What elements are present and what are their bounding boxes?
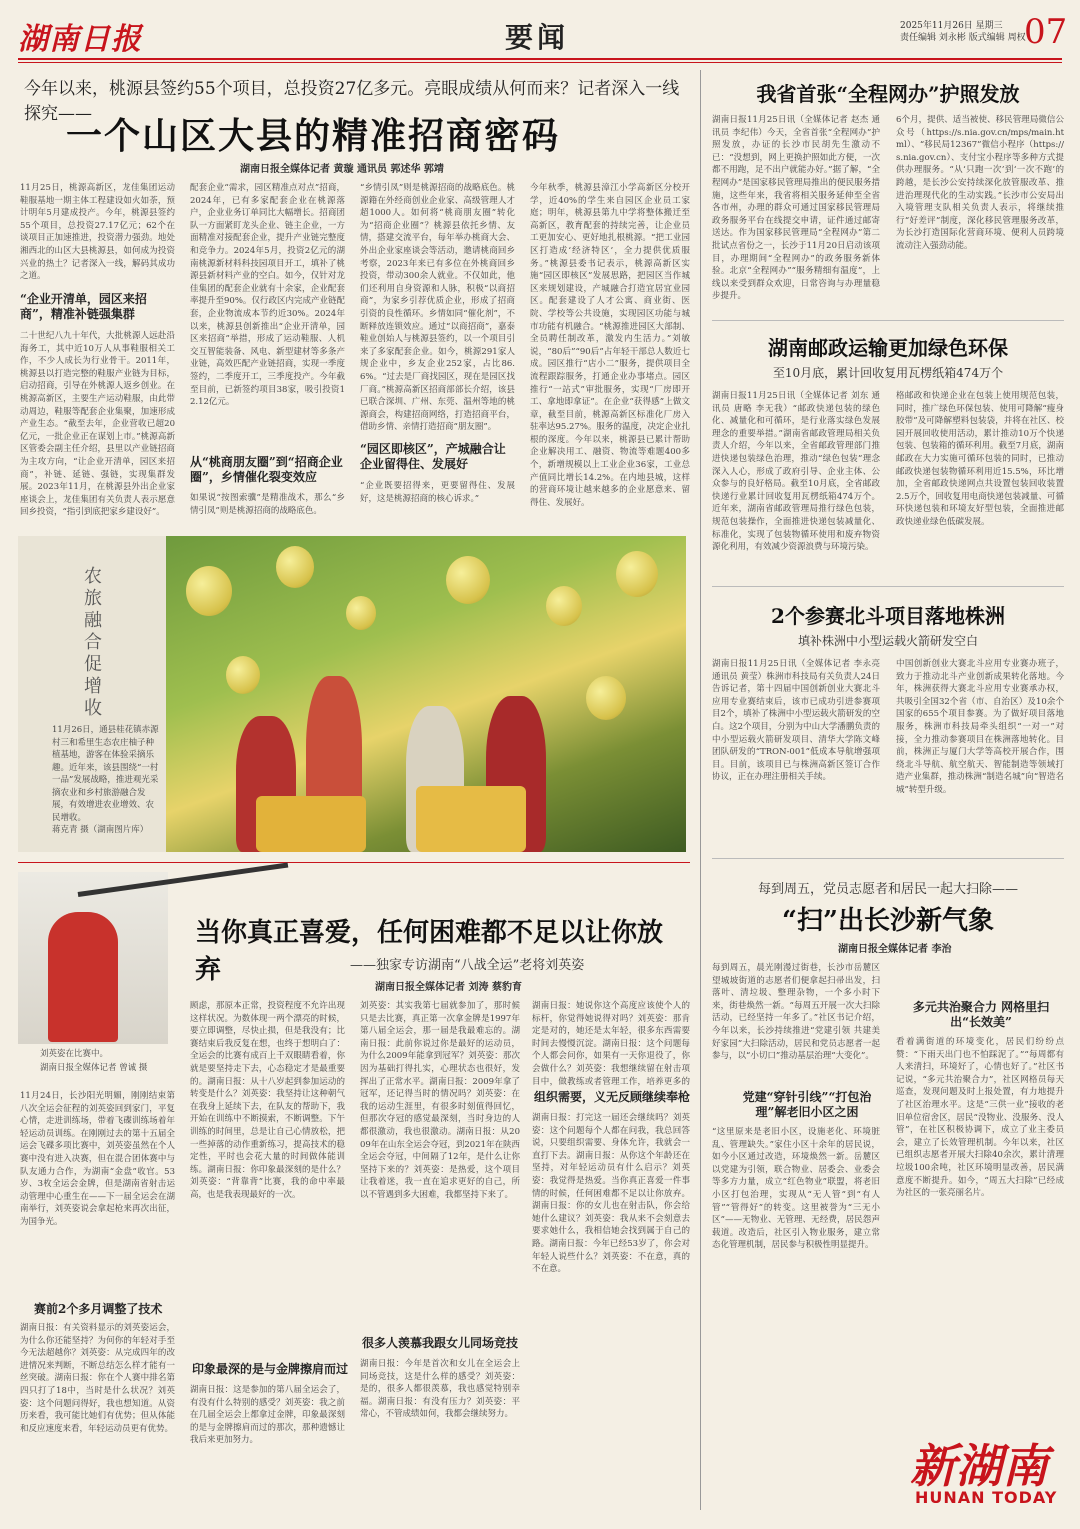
interview-col3: 刘英姿：其实我第七届就参加了，那时候只是去比赛，真正第一次拿金牌是1997年第八届全运会，那一届是我最难忘的。湖南日报：此前你说过你是最好的运动员，为什么2009年能拿到冠军？刘英姿：那次因为基础打得扎实，心理状态也很好，发挥出了正常水平。湖南日报：2009年拿了冠军，还记得当时的情况吗？刘英姿：在我的运动生涯里，有很多时刻值得回忆，但那次夺冠的感觉最深刻，当时身边的人都很激动，我也很激动。湖南日报：从2009年在山东全运会夺冠，到2021年在陕西全运会夺冠，中间隔了12年，是什么让你坚持下来的？刘英姿：是热爱，这个项目让我着迷，我一直在追求更好的自己，所以不管遇到多大困难，我都坚持下来了。	[360, 1001, 520, 1200]
interview-qa-head-4: 组织需要，义无反顾继续奉枪	[534, 1090, 691, 1104]
r2-subhead: 至10月底，累计回收复用瓦楞纸箱474万个	[772, 366, 1004, 380]
photo-credit: 蒋克青 摄（湖南图片库）	[52, 825, 149, 835]
interview-col4b: 湖南日报：打完这一届还会继续吗？刘英姿：这个问题每个人都在问我，我总回答说，只要组织需要、身体允许，我就会一直打下去。湖南日报：从你这个年龄还在坚持，对年轻运动员有什么启示？刘英姿：我觉得是热爱。当你真正喜爱一件事情的时候，任何困难都不足以让你放弃。湖南日报：你的女儿也在射击队，你会给她什么建议？刘英姿：我从来不会刻意去要求她什么，我相信她会找到属于自己的路。湖南日报：今年已经53岁了，你会对年轻人说些什么？刘英姿：不在意，真的不在意。	[532, 1113, 690, 1275]
interview-qa-head-2: 印象最深的是与金牌擦肩而过	[192, 1362, 349, 1376]
interview-qa-head-1: 赛前2个多月调整了技术	[34, 1302, 163, 1316]
lead-col4: 今年秋季，桃源县漳江小学高新区分校开学，近40%的学生来自园区企业员工家庭；明年，桃源县第九中学将整体搬迁至高新区，教育配套的持续完善，让企业员工更加安心、更好地扎根桃源。“把工业园区打造成‘经济特区’，全力提供优质服务。”桃源县委书记表示，桃源高新区实施“园区即核区”发展思路，把园区当作城区来规划建设，产城融合打造宜居宜业园区。配套建设了人才公寓、商业街、医院、学校等公共设施，实现园区功能与城市功能有机融合。“桃源推进园区大部制、全员聘任制改革，激发内生活力。”刘敏说，“80后”“90后”占年轻干部总人数近七成。园区推行“店小二”服务，提供项目全流程跟踪服务，打通企业办事堵点。园区推行“一站式”审批服务，实现“厂房即开工、拿地即拿证”。在企业“获得感”上做文章，截至目前，桃源高新区标准化厂房入驻率达95.27%。服务的温度，决定企业扎根的深度。今年以来，桃源县已累计帮助企业解决用工、融资、物流等难题400多个，新增规模以上工业企业36家，工业总产值同比增长14.2%。在内地县城，这样的营商环境让越来越多的企业愿意来、留得住、发展好。	[530, 183, 690, 508]
r1-divider	[712, 320, 1064, 321]
lead-col1: 11月25日，桃源高新区，龙佳集团运动鞋服基地一期主体工程建设如火如荼，预计明年5月建成投产。今年，桃源县签约55个项目，总投资27.17亿元；62个在谈项目正加速推进，投资潜力强劲。地处湘西北的山区大县桃源县，如何成为投资兴业的热土？记者深入一线，解码其成功之道。	[20, 183, 175, 282]
r3-headline: 2个参赛北斗项目落地株洲	[771, 604, 1005, 628]
interview-col1b: 湖南日报：有关资料显示的刘英姿运会，为什么你还能坚持？为何你的年轻对手至今无法超越你？刘英姿：从完成四年的改进情况来判断，不断总结怎么样才能有一丝突破。湖南日报：你在个人赛中排名第四只打了18中，当时是什么状况？刘英姿：这个问题问得好，我也想知道。从资历来看，我可能比她们有优势；但从体能和反应速度来看，年轻运动员更有优势。	[20, 1323, 175, 1434]
r4-headline: “扫”出长沙新气象	[782, 906, 994, 936]
lead-col2: 配套企业“需求，园区精准点对点”招商，2024年，已有多家配套企业在桃源落户，企业业务订单同比大幅增长。招商团队一方面紧盯龙头企业、链主企业，一方面精准对接配套企业，提升产业链完整度和竞争力。2024年5月，投资2亿元的湖南桃源新材料科技园项目开工，填补了桃源县新材料产业的空白。如今，仅针对龙佳集团的配套企业就有十余家，企业配套率提升至90%。仅行政区内完成产业链配套，企业物流成本节约近30%。2024年以来，桃源县创新推出“企业开清单，园区来招商”举措，形成了运动鞋服、人机交互智能装备、风电、新型建材等多条产业链，高效匹配产业链招商，实现一季度签约，二季度开工，三季度投产。今年截至目前，已新签约项目38家，吸引投资12.12亿元。	[190, 183, 345, 408]
interview-subhead: ——独家专访湖南“八战全运”老将刘英姿	[350, 958, 585, 973]
page-number: 07	[1024, 12, 1068, 52]
interview-col4: 湖南日报：她说你这个高度应该使个人的标杆，你觉得她说得对吗？刘英姿：那肯定是对的，她还是太年轻，很多东西需要时间去慢慢沉淀。湖南日报：这个问题每个人都会问你，如果有一天你退役了，你会做什么？刘英姿：我想继续留在射击项目中，做教练或者管理工作，培养更多的	[532, 1001, 690, 1086]
r4-byline: 湖南日报全媒体记者 李治	[838, 944, 952, 955]
shooter-photo-credit: 湖南日报全媒体记者 曾诚 摄	[40, 1063, 148, 1073]
hunan-today-watermark: 新湖南	[910, 1439, 1048, 1493]
dateline	[900, 20, 1030, 44]
r1-headline: 我省首张“全程网办”护照发放	[756, 82, 1020, 106]
lead-subhead-3: “园区即核区”，产城融合让企业留得住、发展好	[360, 442, 506, 471]
photo-caption-text: 11月26日，通县桂花镇赤源村三和希里生态农庄柚子种植基地，游客在体验采摘乐趣。近年来，该县围绕“一村一品”发展战略，推进观光采摘农业和乡村旅游融合发展，有效增进农业增效、农民增收。	[52, 725, 159, 823]
masthead-logo: 湖南日报	[18, 22, 142, 57]
lead-byline: 湖南日报全媒体记者 黄璇 通讯员 郭述华 郭靖	[240, 164, 444, 175]
r3-col2: 中国创新创业大赛北斗应用专业赛办班子，致力于推动北斗产业创新成果转化落地。今年，株洲获得大赛北斗应用专业赛承办权，共吸引全国32个省（市、自治区）及10余个国家的655个项目参赛。为了做好项目落地服务，株洲市科技局牵头组织“一对一”对接，全力推动参赛项目在株洲落地转化。目前，株洲正与厦门大学等高校开展合作，围绕北斗导航、航空航天、智能制造等领域打造产业集群，推动株洲“制造名城”向“智造名城”转型升级。	[896, 659, 1064, 795]
shooter-photo	[18, 872, 168, 1044]
lead-col3b: “企业既要招得来，更要留得住、发展好，这是桃源招商的核心诉求。”	[360, 481, 515, 504]
lead-col1b: 二十世纪八九十年代，大批桃源人远赴沿海务工，其中近10万人从事鞋服相关工作，不少人成长为行业骨干。2011年，桃源县以打造完整的鞋服产业链为目标，启动招商，引导在外桃源人返乡创业。在桃源高新区，主要生产运动鞋服，由此带动周边，鞋服等配套企业集聚，加速形成产业生态。“截至去年，企业营收已超20亿元，一批企业正在谋划上市。”桃源高新区管委会副主任介绍，县里以产业链招商为主攻方向，“让企业开清单，园区来招商”，补链、延链、强链，实现集群发展。2023年11月，在桃源县外出企业家座谈会上，龙佳集团有关负责人表示愿意回乡投资，“指引到底把家乡建设好”。	[20, 331, 175, 518]
section-title: 要闻	[505, 21, 570, 54]
pomelo-orchard-photo	[166, 536, 686, 852]
r2-col1: 湖南日报11月25日讯（全媒体记者 刘东 通讯员 唐略 李无我）“邮政快递包装的绿色化、减量化和可循环，是行业落实绿色发展理念的重要举措。”湖南省邮政管理局相关负责人介绍，今年以来，全省邮政管理部门推进快递包装绿色治理，推动“绿色包装”理念深入人心，形成了政府引导、企业主体、公众参与的良好格局。截至10月底，全省邮政快递行业累计回收复用瓦楞纸箱474万个。近年来，湖南省邮政管理局推行绿色包装，规范包装操作，全面推进快递包装减量化、标准化，实现了包装物循环使用和废弃物资源化利用，有效减少资源浪费与环境污染。	[712, 391, 880, 553]
lead-subhead-1: “企业开清单，园区来招商”，精准补链强集群	[20, 292, 147, 321]
r4-col1: 每到周五，晨光刚漫过街巷，长沙市岳麓区望城坡街道的志愿者们便拿起扫帚出发，扫落叶、清垃圾、整理杂物，一个多小时下来，街巷焕然一新。“每周五开展一次大扫除活动，已经坚持一年多了。”社区书记介绍，今年以来，长沙持续推进“党建引领 共建美好家园”大扫除活动，居民和党员志愿者一起参与，以“小切口”推动基层治理“大变化”。	[712, 963, 880, 1062]
photo-vertical-title: 农旅融合促增收	[81, 566, 102, 720]
editors-text: 责任编辑 刘永彬 版式编辑 周权	[900, 33, 1026, 43]
lead-col3: “乡情引凤”则是桃源招商的战略底色。桃源籍在外经商创业企业家、高级管理人才超1000人。如何将“桃商朋友圈”转化为“招商企业圈”？桃源县依托乡情、友情，搭建交流平台，每年举办桃商大会、外出企业家座谈会等活动，邀请桃商回乡考察，2023年来已有多位在外桃商回乡投资，带动300余人就业。不仅如此，他们还利用自身资源和人脉，积极“以商招商”，为家乡引荐优质企业，形成了招商引资的良性循环。乡情如同“催化剂”，不断释放连锁效应。通过“以商招商”，嘉泰鞋业创始人与桃源县签约，以一个项目引来了多家配套企业。如今，桃源291家人规企业中，乡友企业252家，占比86.6%。“过去是厂商找园区，现在是园区找厂商。”桃源高新区招商部部长介绍，该县已联合深圳、广州、东莞、温州等地的桃源商会，构建招商网络，打造招商平台，借助乡情、亲情打造招商“朋友圈”。	[360, 183, 515, 433]
r2-col2: 格邮政和快递企业在包装上使用规范包装，同时，推广绿色环保包装、使用可降解“瘦身胶带”及可降解塑料包装袋，并将在社区、校园开展回收使用活动，累计推动10万个快递包装、包装箱的循环利用。截至7月底，湖南邮政在大力实施可循环包装的同时，已推动邮政快递包装物循环利用近15.5%，环比增加，全省邮政快递网点共设置包装回收装置2.5万个，回收复用电商快递包装减量、可循环快递包装和环境友好型包装，全面推进邮政快递业绿色低碳发展。	[896, 391, 1064, 527]
photo-caption	[52, 724, 160, 837]
top-rule	[18, 58, 1062, 60]
r3-divider	[712, 858, 1064, 859]
interview-qa-head-3: 很多人羡慕我跟女儿同场竞技	[362, 1336, 519, 1350]
r4-subhead-2: 多元共治聚合力 网格里扫出“长效美”	[912, 1000, 1050, 1029]
r2-divider	[712, 586, 1064, 587]
r4-col2: 看着满街道的环境变化，居民们纷纷点赞：“下雨天出门也不怕踩泥了。”“每周都有人来清扫，环境好了，心情也好了。”社区书记说，“多元共治聚合力”，社区网格员每天巡查，发现问题及时上报处置，有力地提升了社区治理水平。这是“三供一业”接收的老旧单位宿舍区，居民“没物业、没服务、没人管”，在社区积极协调下，成立了业主委员会，建立了长效管理机制。今年以来，社区已组织志愿者开展大扫除40余次，累计清理垃圾100余吨，社区环境明显改善，居民满意度不断提升。如今，“周五大扫除”已经成为社区的一张亮丽名片。	[896, 1037, 1064, 1199]
lead-headline: 一个山区大县的精准招商密码	[66, 115, 561, 157]
hunan-today-watermark-en: HUNAN TODAY	[915, 1488, 1058, 1507]
r1-col2: 6个月，提供、适当被使、移民管理局微信公众号（https://s.nia.gov.cn/mps/main.html）、“移民局12367”微信小程序（https://s.nia.gov.cn）、支付宝小程序等多种方式提供办理服务。“从‘只跑一次’到‘一次不跑’的跨越，是长沙公安持续深化放管服改革、推进治理现代化的生动实践。”长沙市公安局出入境管理支队相关负责人表示，将继续推行“好差评”制度，深化移民管理服务改革，为长沙打造国际化营商环境、便利人员跨境流动注入强劲动能。	[896, 115, 1064, 251]
interview-col3b: 湖南日报：今年是首次和女儿在全运会上同场竞技，这是什么样的感受？刘英姿：是的，很多人都很羡慕，我也感觉特别幸福。湖南日报：有没有压力？刘英姿：平常心，不管成绩如何，我都会继续努力。	[360, 1359, 520, 1420]
lead-kicker: 今年以来，桃源县签约55个项目，总投资27亿多元。亮眼成绩从何而来？记者深入一线探究——	[24, 79, 680, 124]
r1-col1: 湖南日报11月25日讯（全媒体记者 赵杰 通讯员 李纪伟）今天，全省首张“全程网办”护照发放，办证的长沙市民胡先生激动不已：“没想到，网上更换护照如此方便，一次都不用跑，足不出户就能办好。”据了解，“全程网办”是国家移民管理局推出的便民服务措施，这些年来，我省将相关服务延伸至全省各市州，办理的群众可通过国家移民管理局政务服务平台在线提交申请，证件通过邮寄送达。作为国家移民管理局“全程网办”第二批试点省份之一，长沙于11月20日启动该项目，办理期间“全程网办”的政务服务新体验。北京“全程网办”“服务精细有温度”，上线以来受到群众欢迎，日常咨询与办理量稳步提升。	[712, 115, 880, 302]
lead-subhead-2: 从“桃商朋友圈”到“招商企业圈”，乡情催化裂变效应	[190, 455, 343, 484]
interview-col2b: 湖南日报：这是参加的第八届全运会了，有没有什么特别的感受？刘英姿：我之前在几届全运会上都拿过金牌，印象最深刻的是与金牌擦肩而过的那次，那种遗憾让我后来更加努力。	[190, 1385, 345, 1446]
shooter-photo-caption: 刘英姿在比赛中。	[40, 1049, 109, 1059]
r3-subhead: 填补株洲中小型运载火箭研发空白	[797, 634, 978, 648]
top-rule-thin	[18, 62, 1062, 63]
r4-col2-intro	[896, 962, 1064, 998]
r4-kicker: 每到周五，党员志愿者和居民一起大扫除——	[757, 882, 1018, 897]
r4-col1b: “这里原来是老旧小区，设施老化、环境脏乱、管理缺失。”家住小区十余年的居民说，如今小区通过改造，环境焕然一新。岳麓区以党建为引领，联合物业、居委会、业委会等多方力量，成立“红色物业”联盟，将老旧小区打包治理，实现从“无人管”到“有人管”“管得好”的转变。这里被誉为“三无小区”——无物业、无管理、无经费，居民怨声载道。改造后，社区引入物业服务，建立常态化管理机制，居民参与积极性明显提升。	[712, 1127, 880, 1251]
interview-col2: 顾虑，那原本正常，投资程度不允许出现这样状况。为数体现一两个漂亮的时候，要立即调整，尽快止损，但是我没有；比赛结束后我反复在想，也终于想明白了：全运会的比赛有成百上千双眼睛看着，你就是要坚持走下去，心态稳定才是最重要的。湖南日报：从十八岁起到参加运动的转变是什么？刘英姿：我坚持让这种朝气在我身上延续下去，在队友的帮助下，我开始在训练中不断摸索，不断调整。下午训练的时间里，总是让自己心情放松，把一些掉落的动作重新练习，提高技术的稳定性，平时也会花大量的时间做体能训练。湖南日报：你印象最深刻的是什么？刘英姿：“背靠背”比赛，我的命中率最高，也是我表现最好的一次。	[190, 1001, 345, 1200]
date-text: 2025年11月26日 星期三	[900, 21, 1003, 31]
interview-col1: 11月24日，长沙阳光明媚，刚刚结束第八次全运会征程的刘英姿回到家门，平复心情，走进训练场，带着飞碟训练场着年轻运动员训练。在刚刚过去的第十五届全运会飞碟多项比赛中，刘英姿虽然在个人赛中没有进入决赛，但在混合团体赛中与队友通力合作，为湖南“金盘”收官。53岁、3枚全运会金牌，但是湖南省射击运动管理中心重生在——下一届全运会在湖南举行，刘英姿说会拿起枪来再次出征，为国争光。	[20, 1091, 175, 1227]
interview-headline: 当你真正喜爱，任何困难都不足以让你放弃	[195, 918, 664, 985]
r4-subhead-1: 党建“穿针引线”“打包治理”解老旧小区之困	[742, 1090, 872, 1119]
section-rule	[18, 862, 690, 863]
interview-byline: 湖南日报全媒体记者 刘涛 蔡豹育	[375, 982, 522, 993]
r2-headline: 湖南邮政运输更加绿色环保	[768, 336, 1008, 360]
column-divider	[700, 70, 701, 1510]
lead-col2b: 如果说“按图索骥”是精准战术，那么“乡情引凤”则是桃源招商的战略底色。	[190, 493, 345, 516]
r3-col1: 湖南日报11月25日讯（全媒体记者 李永亮 通讯员 黄莹）株洲市科技局有关负责人24日告诉记者，第十四届中国创新创业大赛北斗应用专业赛结束后，该市已成功引进参赛项目2个，填补了株洲中小型运载火箭研发的空白。这2个项目，分别为中山大学潘鹏负责的中小型运载火箭研发项目、清华大学陈文峰团队研发的“TRON-001”低成本导航增强项目。目前，该项目已与株洲高新区签订合作协议，正在办理注册相关手续。	[712, 659, 880, 783]
